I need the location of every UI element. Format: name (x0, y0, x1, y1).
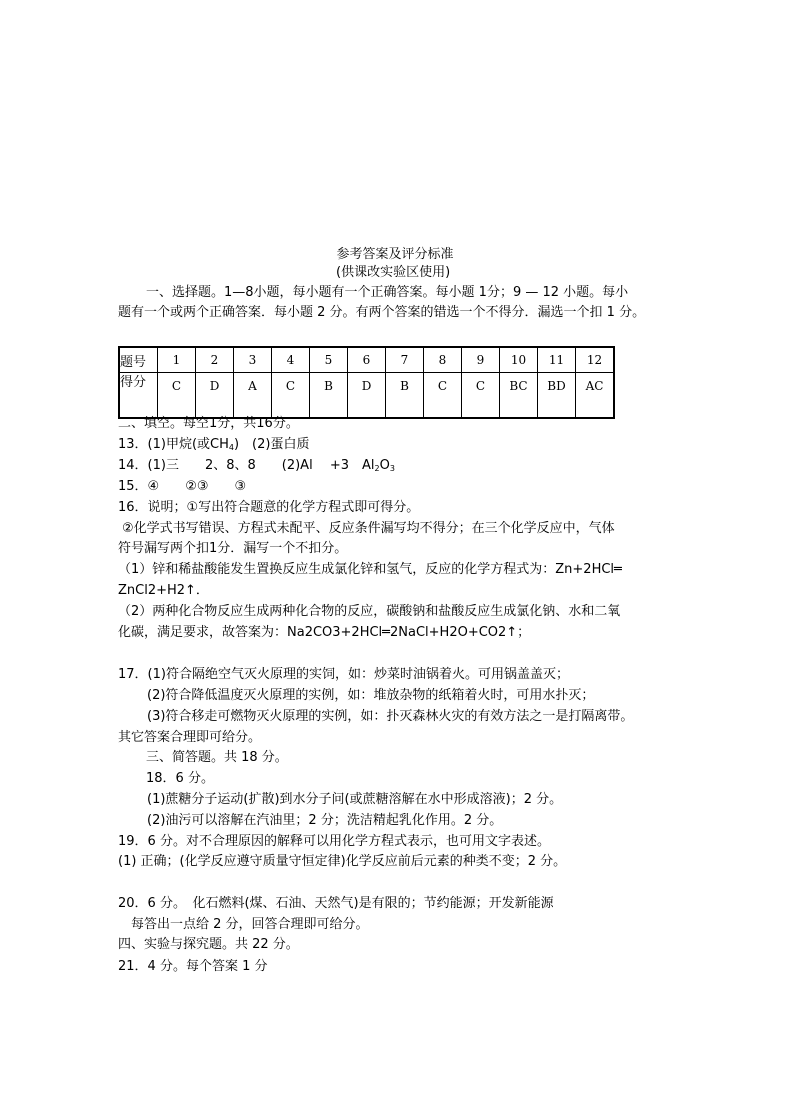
section1-line2: 题有一个或两个正确答案．每小题 2 分。有两个答案的错选一个不得分．漏选一个扣 1 分。 (118, 305, 646, 320)
answer-21: 21．4 分。每个答案 1 分 (118, 959, 268, 974)
table-cell: 5 (310, 347, 348, 373)
answer-17-1: 17．(1)符合隔绝空气灭火原理的实饲，如：炒菜时油锅着火。可用锅盖盖灭； (118, 667, 569, 682)
table-cell: 3 (234, 347, 272, 373)
answer-18-2: (2)油污可以溶解在汽油里；2 分；洗洁精起乳化作用。2 分。 (147, 813, 503, 828)
table-cell: B (310, 373, 348, 419)
table-cell: D (348, 373, 386, 419)
row-header: 得分 (119, 373, 158, 419)
subscript: 4 (228, 443, 234, 452)
answer-16-part1: （1）锌和稀盐酸能发生置换反应生成氯化锌和氢气，反应的化学方程式为：Zn+2HCl═ (118, 562, 622, 577)
text: 13．(1)甲烷(或CH (118, 437, 229, 452)
table-cell: D (196, 373, 234, 419)
table-row-numbers (119, 347, 614, 373)
table-cell: 9 (462, 347, 500, 373)
table-cell: 7 (386, 347, 424, 373)
subscript: 3 (389, 464, 395, 473)
table-cell: C (462, 373, 500, 419)
answer-16-part2b: 化碳，满足要求，故答案为：Na2CO3+2HCl═2NaCl+H2O+CO2↑； (118, 625, 531, 640)
table-cell: C (424, 373, 462, 419)
table-cell: 1 (158, 347, 196, 373)
answer-20: 20．6 分。 化石燃料(煤、石油、天然气)是有限的；节约能源；开发新能源 (118, 896, 554, 911)
section1-line1: 一、选择题。1—8小题，每小题有一个正确答案。每小题 1分；9 — 12 小题。每小 (146, 285, 629, 300)
table-cell: 11 (538, 347, 576, 373)
subscript: 2 (374, 464, 380, 473)
table-cell: 10 (500, 347, 538, 373)
table-row-answers (119, 373, 614, 419)
answer-15: 15．④ ②③ ③ (118, 479, 247, 494)
answer-table (118, 346, 615, 419)
answer-16-part2: （2）两种化合物反应生成两种化合物的反应，碳酸钠和盐酸反应生成氯化钠、水和二氧 (118, 604, 621, 619)
table-cell: 2 (196, 347, 234, 373)
answer-19: 19．6 分。对不合理原因的解释可以用化学方程式表示，也可用文字表述。 (118, 834, 550, 849)
answer-13 (118, 437, 309, 456)
table-cell: 4 (272, 347, 310, 373)
table-cell: AC (576, 373, 615, 419)
table-cell: 6 (348, 347, 386, 373)
answer-17-3: (3)符合移走可燃物灭火原理的实例，如：扑灭森林火灾的有效方法之一是打隔离带。 (147, 709, 634, 724)
answer-18-1: (1)蔗糖分子运动(扩散)到水分子问(或蔗糖溶解在水中形成溶液)；2 分。 (147, 792, 563, 807)
text: O (379, 458, 390, 473)
text: ) (2)蛋白质 (233, 437, 310, 452)
answer-16-note2b: 符号漏写两个扣1分．漏写一个不扣分。 (118, 541, 348, 556)
table-cell: B (386, 373, 424, 419)
answer-14 (118, 458, 395, 477)
table-cell: BC (500, 373, 538, 419)
section2-heading: 二、填空。每空1分，共16分。 (118, 416, 299, 431)
answer-16: 16．说明；①写出符合题意的化学方程式即可得分。 (118, 500, 420, 515)
table-cell: 8 (424, 347, 462, 373)
answer-19-1: (1) 正确；(化学反应遵守质量守恒定律)化学反应前后元素的种类不变；2 分。 (118, 854, 567, 869)
answer-17-2: (2)符合降低温度灭火原理的实例，如：堆放杂物的纸箱着火时，可用水扑灭； (147, 688, 595, 703)
answer-20-note: 每答出一点给 2 分，回答合理即可给分。 (131, 917, 369, 932)
row-header: 题号 (119, 347, 158, 373)
answer-18: 18．6 分。 (146, 771, 214, 786)
table-cell: C (158, 373, 196, 419)
table-cell: A (234, 373, 272, 419)
answer-17-note: 其它答案合理即可给分。 (118, 730, 262, 745)
table-cell: BD (538, 373, 576, 419)
answer-16-note2: ②化学式书写错误、方程式未配平、反应条件漏写均不得分；在三个化学反应中，气体 (122, 521, 615, 536)
table-cell: 12 (576, 347, 615, 373)
table-cell: C (272, 373, 310, 419)
answer-16-part1b: ZnCl2+H2↑． (118, 583, 209, 598)
doc-subtitle: (供课改实验区使用) (336, 265, 451, 280)
text: 14．(1)三 2、8、8 (2)Al +3 Al (118, 458, 375, 473)
section3-heading: 三、简答题。共 18 分。 (146, 750, 288, 765)
section4-heading: 四、实验与探究题。共 22 分。 (118, 937, 299, 952)
doc-title: 参考答案及评分标准 (336, 247, 454, 262)
